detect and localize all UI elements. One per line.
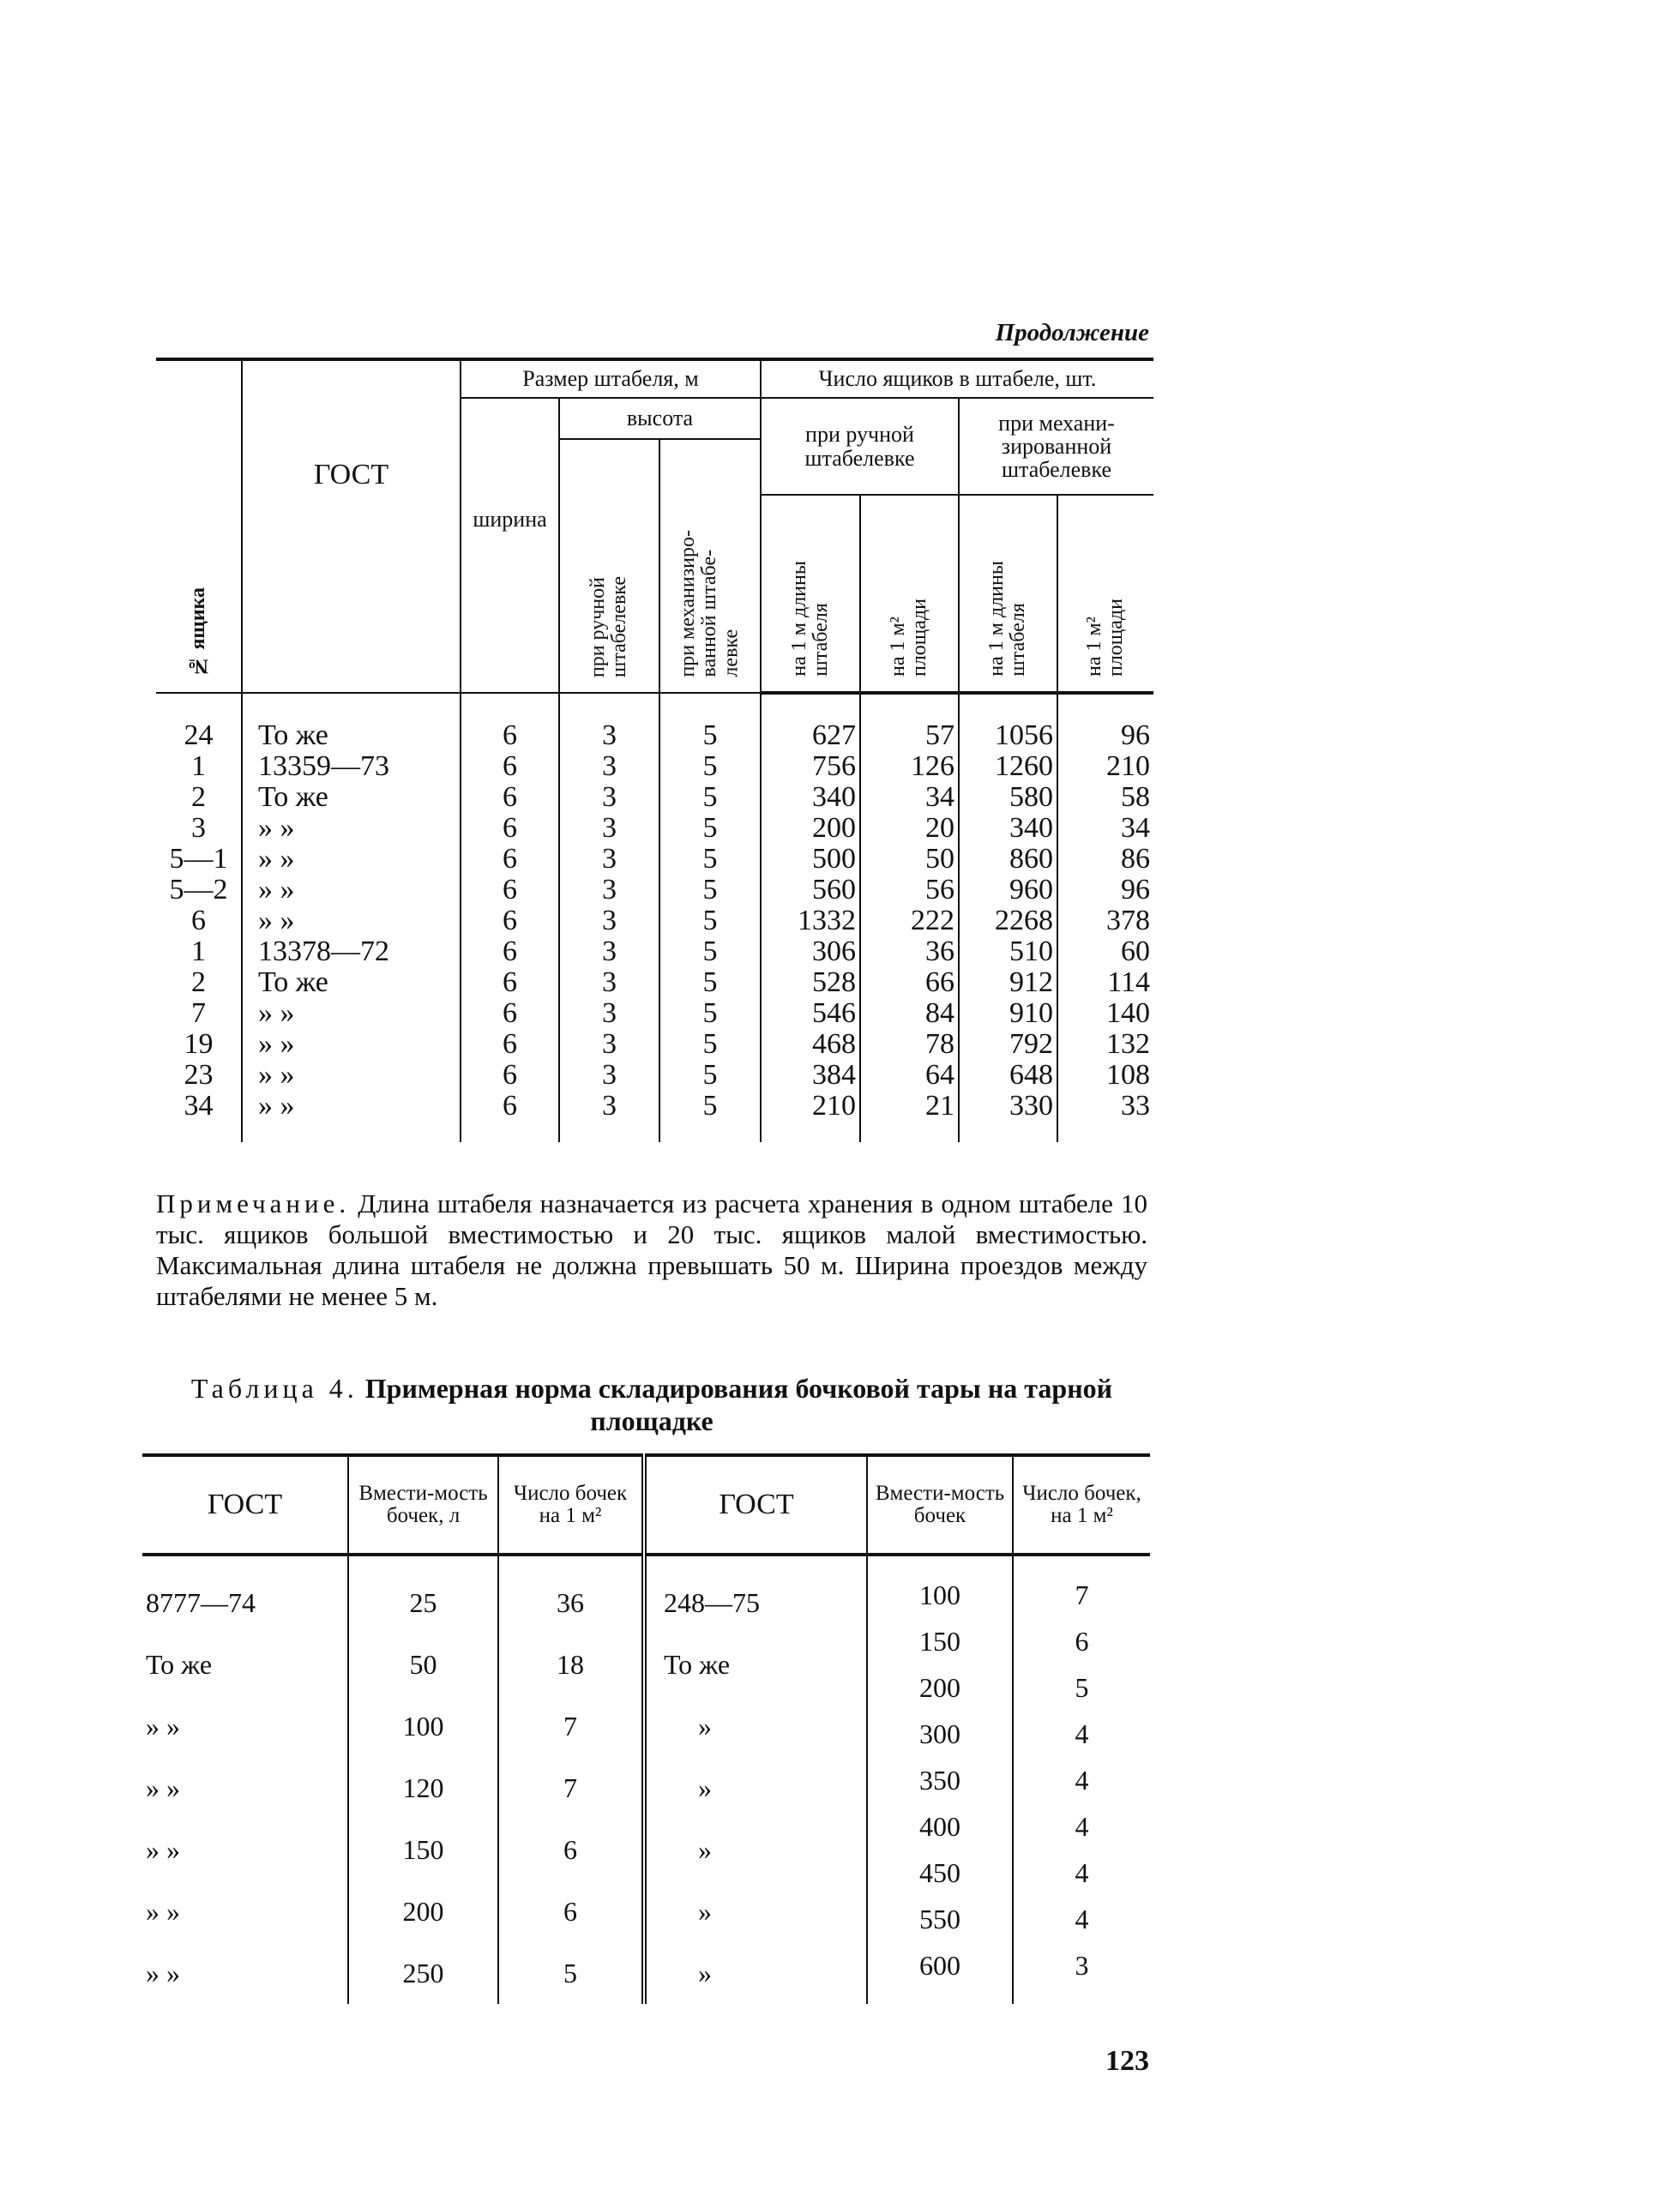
count-left-column [498, 1555, 644, 2004]
list-item: 3 [1075, 1950, 1089, 1981]
count-right-header: Число бочек, на 1 м² [1013, 1455, 1150, 1555]
table-row: 1 13378—72 6 3 5 306 36 510 60 [156, 936, 1153, 967]
table-row: 3 » » 6 3 5 200 20 340 34 [156, 813, 1153, 844]
list-item: 4 [1075, 1904, 1089, 1934]
list-item: 7 [563, 1711, 577, 1742]
capacity-left-header: Вмести-мость бочек, л [348, 1455, 498, 1555]
list-item: 7 [563, 1772, 577, 1803]
gost-left-column [142, 1555, 348, 2004]
table4-title: Примерная норма складирования бочковой тары на тарной площадке [364, 1373, 1113, 1436]
count-right-column [1013, 1555, 1150, 2004]
list-item: 4 [1075, 1857, 1089, 1888]
capacity-right-header: Вмести-мость бочек [867, 1455, 1013, 1555]
list-item: 200 [402, 1896, 444, 1927]
note-lead: Примечание. [156, 1188, 351, 1218]
list-item: 4 [1075, 1765, 1089, 1796]
list-item: 450 [919, 1857, 960, 1888]
count-left-header: Число бочек на 1 м² [498, 1455, 644, 1555]
list-item: » » [146, 1772, 180, 1803]
table-row: 2 То же 6 3 5 340 34 580 58 [156, 782, 1153, 813]
barrel-storage-table [142, 1453, 1150, 2004]
page-number: 123 [1105, 2045, 1149, 2077]
list-item: » » [146, 1834, 180, 1865]
list-item: » [698, 1772, 712, 1803]
list-item: 300 [919, 1718, 960, 1749]
table-row: 2 То же 6 3 5 528 66 912 114 [156, 967, 1153, 998]
table-note [156, 1188, 1147, 1312]
list-item: 400 [919, 1811, 960, 1842]
height-manual-header: при ручной штабелевке [559, 439, 659, 693]
table-row: 7 » » 6 3 5 546 84 910 140 [156, 998, 1153, 1029]
manual-per-area-header: на 1 м² площади [860, 495, 959, 693]
list-item: 6 [1075, 1626, 1089, 1657]
list-item: » » [146, 1896, 180, 1927]
mech-per-area-header: на 1 м² площади [1057, 495, 1153, 693]
list-item: 50 [409, 1649, 437, 1680]
table-row: 1 13359—73 6 3 5 756 126 1260 210 [156, 751, 1153, 782]
table4-caption [146, 1372, 1158, 1437]
stacking-table-body [156, 693, 1153, 1142]
list-item: 7 [1075, 1579, 1089, 1610]
gost-header: ГОСТ [242, 359, 461, 693]
gost-right-column [644, 1555, 867, 2004]
list-item: 350 [919, 1765, 960, 1796]
list-item: 100 [402, 1711, 444, 1742]
list-item: 150 [402, 1834, 444, 1865]
table-row: 23 » » 6 3 5 384 64 648 108 [156, 1060, 1153, 1091]
list-item: 18 [557, 1649, 584, 1680]
list-item: » » [146, 1958, 180, 1988]
list-item: То же [146, 1649, 213, 1680]
box-no-header: № ящика [156, 359, 242, 693]
stacking-table [156, 358, 1153, 1142]
list-item: То же [664, 1649, 731, 1680]
list-item: 600 [919, 1950, 960, 1981]
manual-stacking-header: при ручной штабелевке [761, 398, 959, 495]
mech-per-length-header: на 1 м длины штабеля [959, 495, 1057, 693]
height-header: высота [559, 398, 761, 439]
table-row: 6 » » 6 3 5 1332 222 2268 378 [156, 905, 1153, 936]
table-row: 19 » » 6 3 5 468 78 792 132 [156, 1029, 1153, 1060]
list-item: » [698, 1896, 712, 1927]
list-item: 150 [919, 1626, 960, 1657]
list-item: » » [146, 1711, 180, 1742]
table4-label: Таблица 4. [190, 1373, 358, 1404]
list-item: 550 [919, 1904, 960, 1934]
list-item: 4 [1075, 1718, 1089, 1749]
table-row: 5—2 » » 6 3 5 560 56 960 96 [156, 875, 1153, 905]
list-item: 5 [563, 1958, 577, 1988]
list-item: 4 [1075, 1811, 1089, 1842]
capacity-left-column [348, 1555, 498, 2004]
mech-stacking-header: при механи-зированной штабелевке [959, 398, 1153, 495]
list-item: 250 [402, 1958, 444, 1988]
gost-left-header: ГОСТ [142, 1455, 348, 1555]
list-item: 120 [402, 1772, 444, 1803]
continuation-label: Продолжение [995, 319, 1149, 346]
capacity-right-column [867, 1555, 1013, 2004]
width-header: ширина [461, 398, 559, 693]
list-item: 248—75 [664, 1587, 760, 1618]
list-item: 6 [563, 1834, 577, 1865]
list-item: 200 [919, 1672, 960, 1703]
gost-right-header: ГОСТ [644, 1455, 867, 1555]
list-item: 25 [409, 1587, 437, 1618]
manual-per-length-header: на 1 м длины штабеля [761, 495, 860, 693]
boxes-count-header: Число ящиков в штабеле, шт. [761, 359, 1153, 398]
list-item: » [698, 1711, 712, 1742]
stack-size-header: Размер штабеля, м [461, 359, 761, 398]
list-item: 8777—74 [146, 1587, 256, 1618]
table-row: 24 То же 6 3 5 627 57 1056 96 [156, 693, 1153, 751]
table-row: 5—1 » » 6 3 5 500 50 860 86 [156, 844, 1153, 875]
height-mech-header: при механизиро- ванной штабе- левке [659, 439, 761, 693]
table-row: 34 » » 6 3 5 210 21 330 33 [156, 1091, 1153, 1142]
list-item: 5 [1075, 1672, 1089, 1703]
list-item: 100 [919, 1579, 960, 1610]
list-item: 36 [557, 1587, 584, 1618]
list-item: 6 [563, 1896, 577, 1927]
list-item: » [698, 1958, 712, 1988]
note-text: Длина штабеля назначается из расчета хранения в одном штабеле 10 тыс. ящиков большой вместимостью и 20 тыс. ящиков малой вместимостью. Максимальная длина штабеля не должна превышать 50 м. Ширина проездов между штабелями не менее 5 м. [156, 1188, 1148, 1311]
list-item: » [698, 1834, 712, 1865]
